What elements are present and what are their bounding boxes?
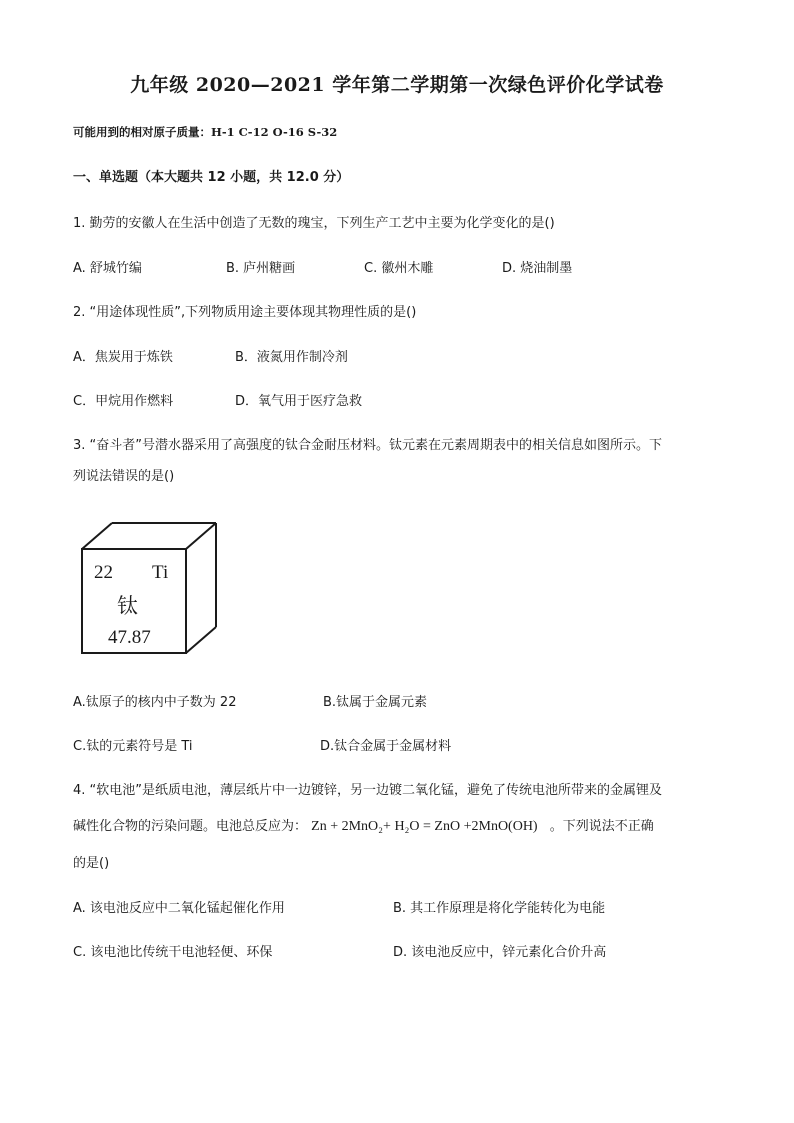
q3-option-d: D.钛合金属于金属材料 (320, 739, 452, 754)
question-4-stem-line2-suffix: 。下列说法不正确 (549, 819, 654, 834)
q1-option-c: C. 徽州木雕 (364, 261, 434, 276)
element-atomic-number: 22 (94, 562, 113, 583)
question-3-stem-line2: 列说法错误的是() (73, 469, 175, 484)
question-3-stem-line1: 3. “奋斗者”号潜水器采用了高强度的钛合金耐压材料。钛元素在元素周期表中的相关信息如图所示。下 (73, 438, 663, 453)
atomic-mass-note: 可能用到的相对原子质量：H-1 C-12 O-16 S-32 (73, 125, 338, 139)
exam-title: 九年级 2020—2021 学年第二学期第一次绿色评价化学试卷 (130, 74, 664, 96)
q2-option-d: D．氧气用于医疗急救 (235, 394, 363, 409)
q4-option-a: A. 该电池反应中二氧化锰起催化作用 (73, 901, 285, 916)
battery-reaction-equation: Zn + 2MnO₂+ H₂O = ZnO +2MnO(OH) (311, 819, 538, 834)
element-name: 钛 (117, 594, 138, 618)
q4-option-c: C. 该电池比传统干电池轻便、环保 (73, 945, 273, 960)
element-symbol: Ti (152, 562, 169, 583)
question-1-stem: 1. 勤劳的安徽人在生活中创造了无数的瑰宝，下列生产工艺中主要为化学变化的是() (73, 216, 555, 231)
element-atomic-mass: 47.87 (108, 627, 151, 648)
q3-option-a: A.钛原子的核内中子数为 22 (73, 695, 237, 710)
question-4-stem-line2 (73, 815, 654, 835)
question-4-stem-line2-prefix: 碱性化合物的污染问题。电池总反应为： (73, 819, 308, 834)
q2-option-b: B．液氮用作制冷剂 (235, 350, 348, 365)
q4-option-b: B. 其工作原理是将化学能转化为电能 (393, 901, 606, 916)
q2-option-c: C．甲烷用作燃料 (73, 394, 174, 409)
q3-option-b: B.钛属于金属元素 (323, 695, 428, 710)
q1-option-d: D. 烧油制墨 (502, 261, 573, 276)
question-2-stem: 2. “用途体现性质”,下列物质用途主要体现其物理性质的是() (73, 305, 417, 320)
question-4-stem-line3: 的是() (73, 856, 110, 871)
section-header: 一、单选题（本大题共 12 小题，共 12.0 分） (73, 170, 350, 185)
q1-option-b: B. 庐州糖画 (226, 261, 296, 276)
q3-option-c: C.钛的元素符号是 Ti (73, 739, 193, 754)
q1-option-a: A. 舒城竹编 (73, 261, 142, 276)
q2-option-a: A．焦炭用于炼铁 (73, 350, 173, 365)
question-4-stem-line1: 4. “软电池”是纸质电池，薄层纸片中一边镀锌，另一边镀二氧化锰，避免了传统电池所带来的金属锂及 (73, 783, 663, 798)
q4-option-d: D. 该电池反应中，锌元素化合价升高 (393, 945, 607, 960)
